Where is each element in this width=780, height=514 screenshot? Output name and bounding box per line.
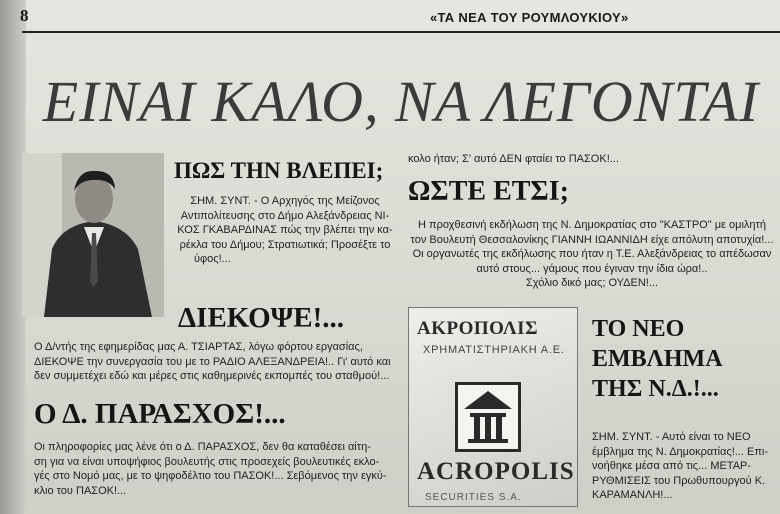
article-title-pos-tin-vlepei: ΠΩΣ ΤΗΝ ΒΛΕΠΕΙ; xyxy=(174,158,384,183)
text-line: Η προχθεσινή εκδήλωση της Ν. Δημοκρατίας στο "ΚΑΣΤΡΟ" με ομιλητή xyxy=(418,219,766,231)
text-line: νοήθηκε μέσα από τις... ΜΕΤΑΡ- xyxy=(592,460,752,473)
title-line: ΤΗΣ Ν.Δ.!... xyxy=(592,376,719,402)
header-rule xyxy=(22,31,780,33)
text-line: Οι πληροφορίες μας λένε ότι ο Δ. ΠΑΡΑΣΧΟΣ, δεν θα καταθέσει αίτη- xyxy=(34,441,371,453)
continuation-text: κολο ήταν; Σ' αυτό ΔΕΝ φταίει το ΠΑΣΟΚ!... xyxy=(408,153,619,165)
article-body-parasxos xyxy=(34,440,404,498)
text-line: ση για να είναι υποψήφιος βουλευτής στις προσεχείς βουλευτικές εκλο- xyxy=(34,455,380,468)
article-title-diekopse: ΔΙΕΚΟΨΕ!... xyxy=(178,302,345,334)
text-line: ΚΟΣ ΓΚΑΒΑΡΔΙΝΑΣ πώς την βλέπει την κα- xyxy=(177,224,393,237)
article-body-pos-tin-vlepei xyxy=(174,194,396,267)
text-line: Οι οργανωτές της εκδήλωσης που ήταν η Τ.Ε. Αλεξάνδρειας το απέδωσαν xyxy=(412,248,772,261)
text-line: γές στο Νομό μας, με το ψηφοδέλτιο του ΠΑΣΟΚ!... Σεβόμενος την εγκύ- xyxy=(34,470,387,483)
advertisement-acropolis xyxy=(408,307,578,507)
title-line: ΤΟ ΝΕΟ xyxy=(592,316,685,342)
text-line: τον Βουλευτή Θεσσαλονίκης ΓΙΑΝΝΗ ΙΩΑΝΝΙΔΗ είχε απόλυτη αποτυχία!... xyxy=(410,233,774,246)
main-headline: ΕΙΝΑΙ ΚΑΛΟ, ΝΑ ΛΕΓΟΝΤΑΙ xyxy=(42,69,760,134)
ad-greek-name: ΑΚΡΟΠΟΛΙΣ xyxy=(417,318,538,339)
article-body-emvlima xyxy=(592,430,772,503)
text-line: αυτό στους... γάμους που έγιναν την ίδια ώρα!.. xyxy=(476,262,708,275)
acropolis-logo-icon xyxy=(455,382,521,452)
newspaper-title: «ΤΑ ΝΕΑ ΤΟΥ ΡΟΥΜΛΟΥΚΙΟΥ» xyxy=(430,10,629,25)
text-line: κλιο του ΠΑΣΟΚ!... xyxy=(34,484,127,497)
text-line: ΔΙΕΚΟΨΕ την συνεργασία του με το ΡΑΔΙΟ ΑΛΕΞΑΝΔΡΕΙΑ!.. Γι' αυτό και xyxy=(34,355,391,368)
portrait-image xyxy=(22,153,164,317)
ad-tagline: SECURITIES S.A. xyxy=(425,492,522,503)
text-line: ρέκλα του Δήμου; Στρατιωτικά; Προσέξτε το xyxy=(179,238,391,251)
text-line: δεν συμμετέχει εδώ και μέρες στις καθημερινές εκπομπές του σταθμού!... xyxy=(34,370,390,383)
portrait-photo xyxy=(22,153,164,317)
article-title-emvlima xyxy=(592,314,723,404)
ad-latin-name: ACROPOLIS xyxy=(417,458,575,485)
text-line: ύφος!... xyxy=(194,253,231,266)
article-body-oste-etsi xyxy=(408,218,776,291)
text-line: Σχόλιο δικό μας; ΟΥΔΕΝ!... xyxy=(525,277,659,290)
text-line: ΡΥΘΜΙΣΕΙΣ του Πρωθυπουργού Κ. xyxy=(592,474,766,487)
title-line: ΕΜΒΛΗΜΑ xyxy=(592,346,723,372)
text-line: ΚΑΡΑΜΑΝΛΗ!... xyxy=(592,489,673,502)
text-line: Ο Δ/ντής της εφημερίδας μας Α. ΤΣΙΑΡΤΑΣ, λόγω φόρτου εργασίας, xyxy=(34,341,363,353)
ad-subtitle: ΧΡΗΜΑΤΙΣΤΗΡΙΑΚΗ Α.Ε. xyxy=(423,344,565,356)
text-line: έμβλημα της Ν. Δημοκρατίας!... Επι- xyxy=(592,445,769,458)
temple-icon xyxy=(458,385,518,449)
article-title-oste-etsi: ΩΣΤΕ ΕΤΣΙ; xyxy=(408,176,569,207)
page-number: 8 xyxy=(20,6,29,25)
text-line: Αντιπολίτευσης στο Δήμο Αλεξάνδρειας ΝΙ- xyxy=(180,209,390,222)
article-title-parasxos: Ο Δ. ΠΑΡΑΣΧΟΣ!... xyxy=(34,398,286,430)
text-line: ΣΗΜ. ΣΥΝΤ. - Αυτό είναι το ΝΕΟ xyxy=(592,431,751,443)
article-body-diekopse xyxy=(34,340,404,384)
text-line: ΣΗΜ. ΣΥΝΤ. - Ο Αρχηγός της Μείζονος xyxy=(190,195,380,207)
